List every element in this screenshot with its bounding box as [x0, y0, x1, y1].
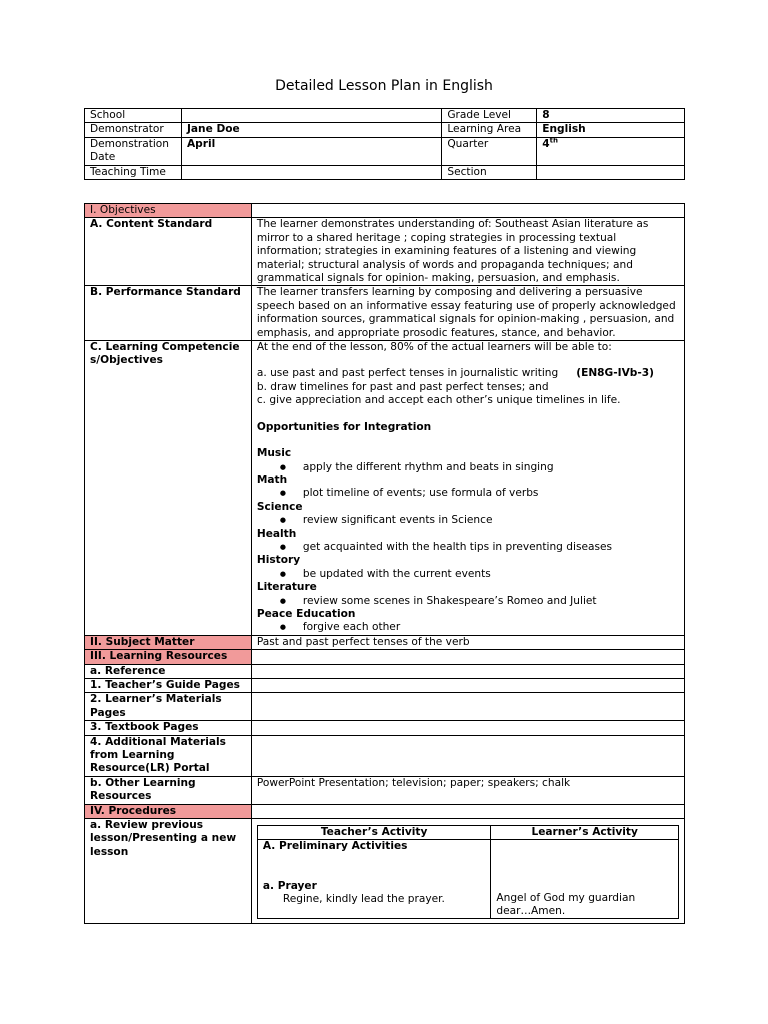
learners-materials-label: 2. Learner’s Materials Pages	[85, 693, 252, 721]
objectives-heading: I. Objectives	[85, 204, 252, 218]
review-label: a. Review previous lesson/Presenting a new lesson	[85, 819, 252, 924]
reference-label: a. Reference	[85, 664, 252, 678]
objective-c: c. give appreciation and accept each other’s unique timelines in life.	[256, 394, 621, 407]
additional-materials-label: 4. Additional Materials from Learning Resource(LR) Portal	[85, 735, 252, 776]
quarter-suffix: th	[549, 136, 558, 145]
demonstrator-label: Demonstrator	[85, 123, 182, 137]
area-label: Learning Area	[442, 123, 537, 137]
activity-cell	[251, 819, 684, 924]
time-value	[181, 165, 441, 179]
other-resources-text: PowerPoint Presentation; television; paper; speakers; chalk	[251, 776, 684, 804]
time-label: Teaching Time	[85, 165, 182, 179]
subject-matter-text: Past and past perfect tenses of the verb	[251, 635, 684, 649]
objective-b: b. draw timelines for past and past perfect tenses; and	[256, 380, 549, 393]
textbook-label: 3. Textbook Pages	[85, 721, 252, 735]
table-row	[85, 137, 685, 165]
integration-item: forgive each other	[302, 621, 401, 634]
subject-matter-heading: II. Subject Matter	[85, 635, 252, 649]
school-value	[181, 109, 441, 123]
prayer-heading: a. Prayer	[262, 879, 317, 892]
table-row	[85, 635, 685, 649]
table-row	[257, 826, 678, 840]
content-standard-text: The learner demonstrates understanding of: Southeast Asian literature as mirror to a shared heritage ; coping strategies in processing textual information; strategies in examining features of a listening and viewing material; structural analysis of words and propaganda techniques; and grammatical signals for opinion- making, persuasion, and emphasis.	[251, 218, 684, 286]
table-row	[85, 721, 685, 735]
integration-subject: Health	[256, 527, 297, 540]
page-title: Detailed Lesson Plan in English	[275, 78, 493, 94]
demonstrator-value: Jane Doe	[181, 123, 441, 137]
table-row	[85, 819, 685, 924]
objective-a-text: a. use past and past perfect tenses in journalistic writing	[256, 367, 559, 380]
table-row	[85, 693, 685, 721]
integration-subject: Peace Education	[256, 607, 356, 620]
learner-activity-header: Learner’s Activity	[491, 826, 679, 840]
learner-activity-cell	[491, 840, 679, 919]
empty-cell	[251, 721, 684, 735]
integration-subject: Literature	[256, 581, 317, 594]
content-standard-label: A. Content Standard	[85, 218, 252, 286]
performance-standard-text: The learner transfers learning by composing and delivering a persuasive speech based on an informative essay featuring use of properly acknowledged information sources, grammatical signals for opinion-making , persuasion, and emphasis, and appropriate prosodic features, stance, and behavior.	[251, 286, 684, 341]
table-row	[85, 123, 685, 137]
table-row	[257, 840, 678, 919]
integration-item: get acquainted with the health tips in preventing diseases	[302, 540, 613, 553]
quarter-label: Quarter	[442, 137, 537, 165]
empty-cell	[251, 735, 684, 776]
list-item	[257, 568, 679, 581]
lesson-plan-table	[84, 203, 685, 924]
other-resources-label: b. Other Learning Resources	[85, 776, 252, 804]
preliminary-heading: A. Preliminary Activities	[262, 840, 408, 853]
table-row	[85, 776, 685, 804]
table-row	[85, 218, 685, 286]
list-item	[257, 541, 679, 554]
table-row	[85, 735, 685, 776]
table-row	[85, 679, 685, 693]
list-item	[257, 487, 679, 500]
list-item	[257, 595, 679, 608]
integration-item: apply the different rhythm and beats in singing	[302, 460, 554, 473]
prayer-teacher-text: Regine, kindly lead the prayer.	[282, 893, 445, 906]
table-row	[85, 804, 685, 818]
integration-subject: Math	[256, 473, 288, 486]
integration-subject: History	[256, 554, 301, 567]
list-item	[257, 621, 679, 634]
teacher-activity-header: Teacher’s Activity	[257, 826, 491, 840]
objective-a	[257, 367, 679, 380]
table-row	[85, 650, 685, 664]
section-value	[537, 165, 685, 179]
list-item	[257, 461, 679, 474]
date-value: April	[181, 137, 441, 165]
empty-cell	[251, 693, 684, 721]
table-row	[85, 109, 685, 123]
grade-value: 8	[537, 109, 685, 123]
table-row	[85, 204, 685, 218]
school-label: School	[85, 109, 182, 123]
empty-cell	[251, 650, 684, 664]
header-table	[84, 108, 685, 180]
teacher-activity-cell	[257, 840, 491, 919]
empty-cell	[251, 679, 684, 693]
date-label: Demonstration Date	[85, 137, 182, 165]
empty-cell	[251, 804, 684, 818]
performance-standard-label: B. Performance Standard	[85, 286, 252, 341]
integration-item: review significant events in Science	[302, 514, 493, 527]
prayer-learner-text: Angel of God my guardian dear…Amen.	[496, 891, 636, 918]
integration-subject: Science	[256, 500, 303, 513]
integration-title: Opportunities for Integration	[256, 420, 432, 433]
integration-item: review some scenes in Shakespeare’s Romeo and Juliet	[302, 594, 597, 607]
integration-subject: Music	[256, 447, 292, 460]
empty-cell	[251, 664, 684, 678]
teachers-guide-label: 1. Teacher’s Guide Pages	[85, 679, 252, 693]
competencies-cell	[251, 341, 684, 636]
integration-item: plot timeline of events; use formula of verbs	[302, 487, 539, 500]
procedures-heading: IV. Procedures	[85, 804, 252, 818]
table-row	[85, 664, 685, 678]
objective-a-code: (EN8G-IVb-3)	[576, 367, 654, 380]
quarter-number: 4	[542, 137, 550, 150]
activity-table	[257, 825, 679, 919]
table-row	[85, 286, 685, 341]
section-label: Section	[442, 165, 537, 179]
table-row	[85, 165, 685, 179]
competencies-label: C. Learning Competencies/Objectives	[85, 341, 252, 636]
empty-cell	[251, 204, 684, 218]
list-item	[257, 514, 679, 527]
area-value: English	[537, 123, 685, 137]
integration-item: be updated with the current events	[302, 567, 491, 580]
grade-label: Grade Level	[442, 109, 537, 123]
quarter-value	[537, 137, 685, 165]
competencies-intro: At the end of the lesson, 80% of the actual learners will be able to:	[256, 341, 612, 354]
resources-heading: III. Learning Resources	[85, 650, 252, 664]
table-row	[85, 341, 685, 636]
